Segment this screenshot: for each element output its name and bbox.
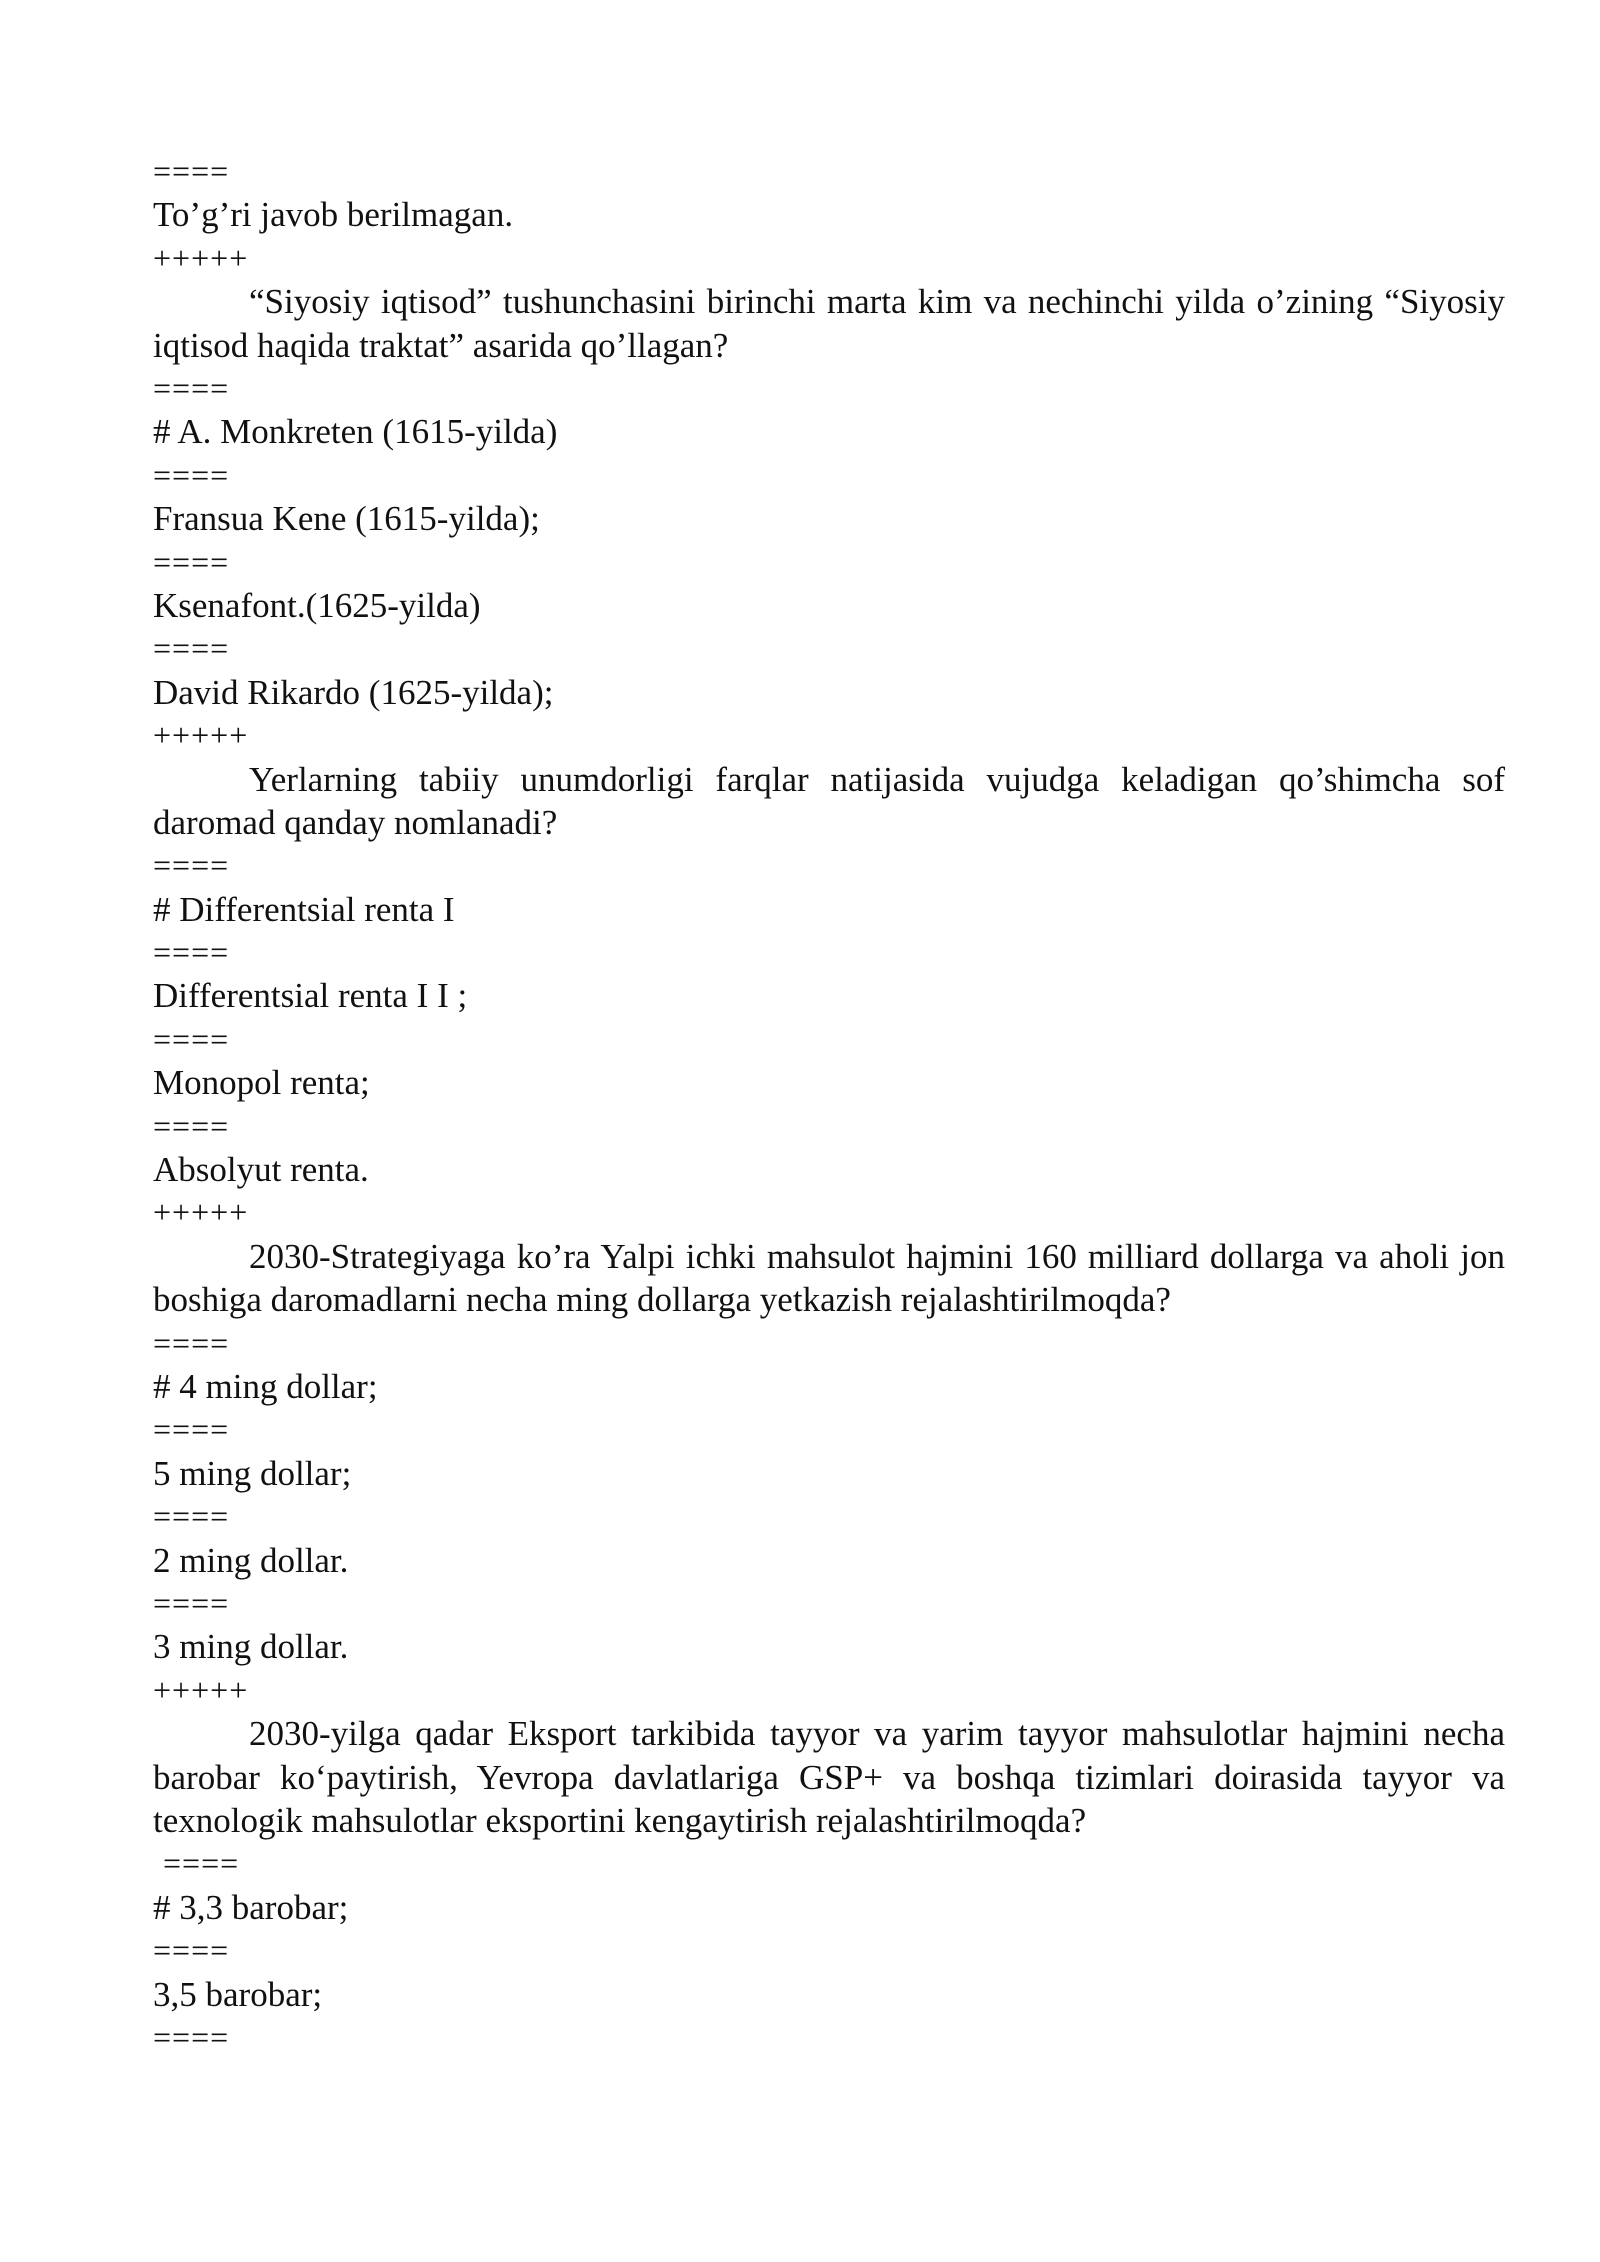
answer-option: Ksenafont.(1625-yilda)	[153, 585, 481, 625]
separator: ====	[163, 1845, 240, 1882]
separator: ====	[153, 1020, 230, 1057]
answer-option-correct: # Differentsial renta I	[153, 889, 455, 929]
answer-option-correct: # 3,3 barobar;	[153, 1887, 349, 1927]
answer-option: 3,5 barobar;	[153, 1974, 323, 2014]
separator: ====	[153, 934, 230, 971]
separator: ====	[153, 2018, 230, 2055]
answer-option: David Rikardo (1625-yilda);	[153, 672, 554, 712]
separator: ====	[153, 1411, 230, 1448]
question-text: “Siyosiy iqtisod” tushunchasini birinchi marta kim va nechinchi yilda o’zining “Siyosiy iqtisod haqida traktat” asarida qo’llagan?	[153, 282, 1505, 365]
separator: ====	[153, 1498, 230, 1535]
answer-option-correct: # A. Monkreten (1615-yilda)	[153, 412, 558, 452]
answer-option: 5 ming dollar;	[153, 1453, 352, 1493]
question-text: 2030-yilga qadar Eksport tarkibida tayyor va yarim tayyor mahsulotlar hajmini necha barobar ko‘paytirish, Yevropa davlatlariga GSP+ va boshqa tizimlari doirasida tayyor va texnologik mahsulotlar eksportini kengaytirish rejalashtirilmoqda?	[153, 1714, 1505, 1840]
question-text: Yerlarning tabiiy unumdorligi farqlar natijasida vujudga keladigan qo’shimcha sof daromad qanday nomlanadi?	[153, 759, 1505, 842]
question-separator: +++++	[153, 239, 249, 276]
separator: ====	[153, 1107, 230, 1144]
answer-option: To’g’ri javob berilmagan.	[153, 195, 514, 235]
separator: ====	[153, 369, 230, 406]
answer-option-correct: # 4 ming dollar;	[153, 1367, 378, 1407]
document-page	[153, 150, 1505, 2059]
answer-option: Monopol renta;	[153, 1063, 370, 1103]
answer-option: 2 ming dollar.	[153, 1540, 349, 1580]
separator: ====	[153, 847, 230, 884]
separator: ====	[153, 153, 230, 189]
answer-option: Differentsial renta I I ;	[153, 976, 468, 1016]
question-separator: +++++	[153, 717, 249, 754]
answer-option: 3 ming dollar.	[153, 1627, 349, 1667]
answer-option: Fransua Kene (1615-yilda);	[153, 499, 540, 539]
separator: ====	[153, 630, 230, 667]
separator: ====	[153, 543, 230, 580]
separator: ====	[153, 1324, 230, 1361]
separator: ====	[153, 1932, 230, 1969]
question-separator: +++++	[153, 1671, 249, 1708]
question-separator: +++++	[153, 1194, 249, 1231]
separator: ====	[153, 456, 230, 493]
separator: ====	[153, 1584, 230, 1621]
question-text: 2030-Strategiyaga ko’ra Yalpi ichki mahsulot hajmini 160 milliard dollarga va aholi jon boshiga daromadlarni necha ming dollarga yetkazish rejalashtirilmoqda?	[153, 1236, 1505, 1320]
answer-option: Absolyut renta.	[153, 1150, 369, 1190]
